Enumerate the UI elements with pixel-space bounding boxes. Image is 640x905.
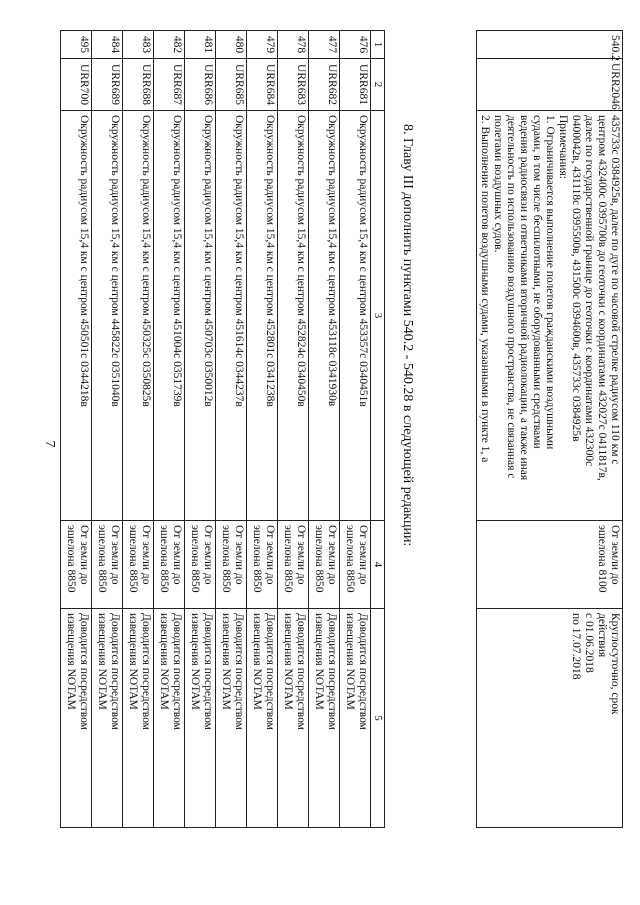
page-number: 7 [42,440,57,448]
zone-description: Окружность радиусом 15,4 км с центром 450703с 0350012в [185,111,216,521]
column-header: 5 [371,609,385,828]
activation-note [61,609,92,828]
row-number: 495 [61,31,92,59]
row-number: 483 [123,31,154,59]
activation-note [185,609,216,828]
text-line: эшелона 8850 [158,525,170,593]
text-line: эшелона 8850 [220,525,232,593]
zone-description: Окружность радиусом 15,4 км с центром 453357с 0340451в [340,111,371,521]
text-line: От земли до [78,525,90,585]
table-row [216,31,247,828]
altitude-limits [278,521,309,609]
zone-code: URR686 [185,59,216,111]
zone-code: URR684 [247,59,278,111]
text-line: 435733с 0384925в, далее по дуге по часовой стрелке радиусом 110 км с [609,115,621,465]
zone-code: URR682 [309,59,340,111]
zone-description: Окружность радиусом 15,4 км с центром 451004с 0351739в [154,111,185,521]
text-line: Примечания: [557,115,569,179]
text-line: эшелона 8850 [313,525,325,593]
text-line: извещения NOTAM [313,613,325,710]
text-line: От земли до [295,525,307,585]
row-number: 477 [309,31,340,59]
row-number: 478 [278,31,309,59]
text-line: От земли до [264,525,276,585]
text-line: извещения NOTAM [251,613,263,710]
row-number: 540.2 [477,31,623,59]
text-line: От земли до [326,525,338,585]
text-line: эшелона 8850 [65,525,77,593]
zone-description [477,111,623,521]
zone-description: Окружность радиусом 15,4 км с центром 453118с 0341930в [309,111,340,521]
text-line: ведения радиосвязи и ответчиками вторичной радиолокации, а также иная [518,115,530,481]
text-line: по 17.07.2018 [570,613,582,680]
text-line: Доводится посредством [140,613,152,730]
altitude-limits [185,521,216,609]
text-line: Доводится посредством [171,613,183,730]
activation-note [309,609,340,828]
text-line: Доводится посредством [295,613,307,730]
zone-description: Окружность радиусом 15,4 км с центром 452801с 0341238в [247,111,278,521]
column-header: 1 [371,31,385,59]
column-header: 3 [371,111,385,521]
text-line: От земли до [357,525,369,585]
altitude-limits [216,521,247,609]
text-line: Доводится посредством [233,613,245,730]
text-line: От земли до [233,525,245,585]
zone-code: URR681 [340,59,371,111]
zone-description: Окружность радиусом 15,4 км с центром 450501с 0344218в [61,111,92,521]
text-line: эшелона 8850 [127,525,139,593]
text-line: извещения NOTAM [220,613,232,710]
text-line: эшелона 8850 [344,525,356,593]
text-line: центром 432400с 0395700в до геоточки с координатами 432027с 0411817в, [596,115,608,481]
zone-code: URR683 [278,59,309,111]
zone-description: Окружность радиусом 15,4 км с центром 452824с 0340450в [278,111,309,521]
table-row [92,31,123,828]
text-line: действия [596,613,608,658]
altitude-limits [61,521,92,609]
row-number: 480 [216,31,247,59]
text-line: деятельность по использованию воздушного пространства, не связанная с [505,115,517,479]
text-line: Доводится посредством [78,613,90,730]
column-header: 2 [371,59,385,111]
text-line: извещения NOTAM [189,613,201,710]
activation-note [92,609,123,828]
text-line: От земли до [109,525,121,585]
altitude-limits [123,521,154,609]
text-line: Круглосуточно, срок [609,613,621,715]
text-line: судами, в том числе беспилотными, не оборудованными средствами [531,115,543,449]
altitude-limits [92,521,123,609]
altitude-limits [477,521,623,609]
text-line: Доводится посредством [357,613,369,730]
zone-code: URR2046 [477,59,623,111]
zone-code: URR700 [61,59,92,111]
table-row [309,31,340,828]
text-line: Доводится посредством [326,613,338,730]
table-row [247,31,278,828]
text-line: извещения NOTAM [344,613,356,710]
activation-note [278,609,309,828]
altitude-limits [340,521,371,609]
row-number: 479 [247,31,278,59]
text-line: далее по государственной границе до геоточки с координатами 432300с [583,115,595,467]
zone-code: URR688 [123,59,154,111]
text-line: извещения NOTAM [127,613,139,710]
text-line: эшелона 8100 [596,525,608,593]
activation-note [216,609,247,828]
text-line: эшелона 8850 [96,525,108,593]
text-line: 0400042в, 431118с 0395500в, 431500с 0394600в, 435733с 0384925в [570,115,582,442]
activation-note [123,609,154,828]
zone-code: URR689 [92,59,123,111]
text-line: От земли до [202,525,214,585]
zone-description: Окружность радиусом 15,4 км с центром 445822с 0351040в [92,111,123,521]
text-line: От земли до [609,525,621,585]
table-row [340,31,371,828]
text-line: Доводится посредством [109,613,121,730]
zone-description: Окружность радиусом 15,4 км с центром 450325с 0350825в [123,111,154,521]
text-line: От земли до [171,525,183,585]
text-line: эшелона 8850 [282,525,294,593]
text-line: От земли до [140,525,152,585]
zone-code: URR687 [154,59,185,111]
activation-note [154,609,185,828]
text-line: 2. Выполнение полетов воздушными судами, указанными в пункте 1, а [479,115,491,463]
altitude-limits [154,521,185,609]
text-line: извещения NOTAM [158,613,170,710]
new-provisions-table [476,30,623,828]
text-line: Доводится посредством [202,613,214,730]
table-row [185,31,216,828]
table-header-row [371,31,385,828]
row-number: 484 [92,31,123,59]
text-line: с 01.06.2018 [583,613,595,673]
activation-note [340,609,371,828]
section-heading: 8. Главу III дополнить пунктами 540.2 - 540.28 в следующей редакции: [400,124,415,547]
activation-note [477,609,623,828]
table-row [477,31,623,828]
text-line: извещения NOTAM [65,613,77,710]
row-number: 481 [185,31,216,59]
text-line: 1. Ограничивается выполнение полетов гражданскими воздушными [544,115,556,450]
text-line: полетами воздушных судов. [492,115,504,253]
table-row [123,31,154,828]
zone-code: URR685 [216,59,247,111]
row-number: 482 [154,31,185,59]
table-row [61,31,92,828]
altitude-limits [247,521,278,609]
text-line: извещения NOTAM [96,613,108,710]
altitude-limits [309,521,340,609]
table-row [154,31,185,828]
row-number: 476 [340,31,371,59]
text-line: эшелона 8850 [189,525,201,593]
text-line: извещения NOTAM [282,613,294,710]
text-line: эшелона 8850 [251,525,263,593]
table-row [278,31,309,828]
restricted-areas-table [60,30,385,828]
text-line: Доводится посредством [264,613,276,730]
activation-note [247,609,278,828]
zone-description: Окружность радиусом 15,4 км с центром 451614с 0344237в [216,111,247,521]
column-header: 4 [371,521,385,609]
